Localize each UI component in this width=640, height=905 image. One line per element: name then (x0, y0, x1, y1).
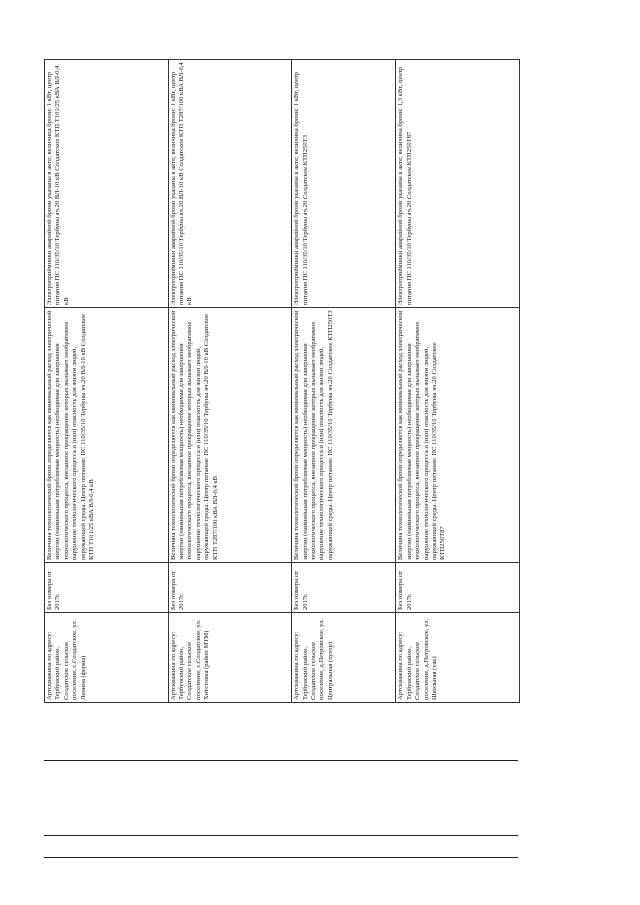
table-row (292, 60, 396, 703)
number-cell: Без номера от 2017г. (168, 563, 292, 613)
description-cell: Величина технологической брони определяется как минимальный расход электрической энергии (наименьшая потребляемая мощность) необходимая для завершения технологического процесса, внезапное прекращение которых вызывает необратимое нарушение технологического процесса и (или) опасность для жизни людей, окружающей среды. Центр питания: ПС 110/35/10 Тербуны яч.20 ВЛ-10 кВ Солдатское КТП Т287/100 кВА ВЛ-0,4 кВ (168, 308, 292, 563)
table-row (45, 60, 169, 703)
table-row (396, 60, 520, 703)
description-cell: Величина технологической брони определяется как минимальный расход электрической энергии (наименьшая потребляемая мощность) необходимая для завершения технологического процесса, внезапное прекращение которых вызывает необратимое нарушение технологического процесса и (или) опасность для жизни людей, окружающей среды. Центр питания: ПС 110/35/10 Тербуны яч.20 Солдатское КТП250Т3 (292, 308, 396, 563)
number-cell: Без номера от 2017г. (292, 563, 396, 613)
divider-line (44, 835, 518, 836)
address-cell: Артскважина по адресу: Тербунский район, Солдатское сельское поселение, д.Петровское, ул. Центральная (хутор) (292, 613, 396, 703)
address-cell: Артскважина по адресу: Тербунский район, Солдатское сельское поселение, с.Солдатское, ул. Ленина (ферма) (45, 613, 169, 703)
emergency-cell: Электроприёмники аварийной брони указаны в акте; величина брони: 1 кВт, центр питания ПС 110/35/10 Тербуны яч.20 ВЛ-10 кВ Солдатское КТП Т287/100 кВА ВЛ-0,4 кВ (168, 60, 292, 308)
emergency-cell: Электроприёмники аварийной брони указаны в акте; величина брони: 1 кВт, центр питания ПС 110/35/10 Тербуны яч.20 ВЛ-10 кВ Солдатское КТП Т101/25 кВА ВЛ-0,4 кВ (45, 60, 169, 308)
emergency-cell: Электроприёмники аварийной брони указаны в акте; величина брони: 1 кВт, центр питания ПС 110/35/10 Тербуны яч.20 Солдатское КТП250Т3 (292, 60, 396, 308)
description-cell: Величина технологической брони определяется как минимальный расход электрической энергии (наименьшая потребляемая мощность) необходимая для завершения технологического процесса, внезапное прекращение которых вызывает необратимое нарушение технологического процесса и (или) опасность для жизни людей, окружающей среды. Центр питания: ПС 110/35/10 Тербуны яч.20 ВЛ-10 кВ Солдатское КТП Т101/25 кВА ВЛ-0,4 кВ (45, 308, 169, 563)
number-cell: Без номера от 2017г. (396, 563, 520, 613)
table-row (168, 60, 292, 703)
description-cell: Величина технологической брони определяется как минимальный расход электрической энергии (наименьшая потребляемая мощность) необходимая для завершения технологического процесса, внезапное прекращение которых вызывает необратимое нарушение технологического процесса и (или) опасность для жизни людей, окружающей среды. Центр питания: ПС 110/35/10 Тербуны яч.20 Солдатское КТП250Т87 (396, 308, 520, 563)
emergency-cell: Электроприёмники аварийной брони указаны в акте; величина брони: 1,3 кВт, центр питания ПС 110/35/10 Тербуны яч.20 Солдатское КТП250Т87 (396, 60, 520, 308)
address-cell: Артскважина по адресу: Тербунский район, Солдатское сельское поселение, с.Солдатское, ул. Хитстовка (район МТМ) (168, 613, 292, 703)
address-cell: Артскважина по адресу: Тербунский район, Солдатское сельское поселение, д.Петровское, ул. Школьная (так) (396, 613, 520, 703)
electricity-reserve-table (44, 59, 520, 703)
rotated-table-container (44, 60, 520, 703)
divider-line (44, 857, 518, 858)
divider-line (44, 760, 518, 761)
number-cell: Без номера от 2017г. (45, 563, 169, 613)
